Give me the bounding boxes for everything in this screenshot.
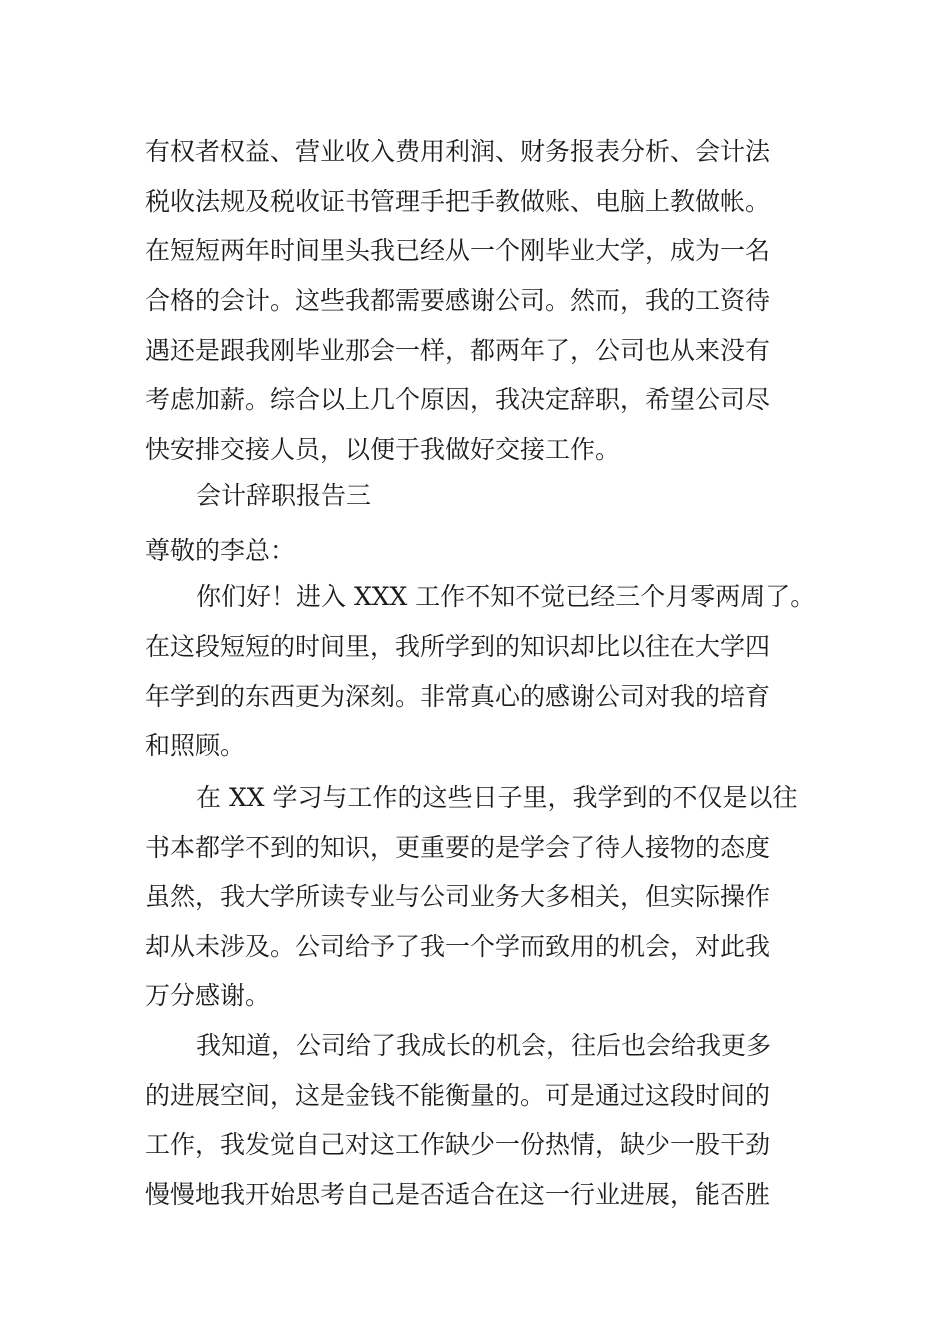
text-line: 慢慢地我开始思考自己是否适合在这一行业进展，能否胜: [145, 1180, 771, 1209]
text-line: 你们好！进入 XXX 工作不知不觉已经三个月零两周了。: [196, 582, 816, 611]
text-line: 有权者权益、营业收入费用利润、财务报表分析、会计法: [145, 137, 771, 166]
text-line: 在这段短短的时间里，我所学到的知识却比以往在大学四: [145, 632, 771, 661]
text-line: 书本都学不到的知识，更重要的是学会了待人接物的态度: [145, 833, 771, 862]
text-line: 遇还是跟我刚毕业那会一样，都两年了，公司也从来没有: [145, 336, 771, 365]
text-line: 万分感谢。: [145, 981, 271, 1010]
text-line: 我知道，公司给了我成长的机会，往后也会给我更多: [196, 1031, 772, 1060]
salutation: 尊敬的李总：: [145, 536, 296, 565]
text-line: 快安排交接人员，以便于我做好交接工作。: [145, 435, 621, 464]
text-line: 和照顾。: [145, 731, 246, 760]
text-line: 虽然，我大学所读专业与公司业务大多相关，但实际操作: [145, 882, 771, 911]
section-heading: 会计辞职报告三: [196, 481, 372, 510]
text-line: 考虑加薪。综合以上几个原因，我决定辞职，希望公司尽: [145, 385, 771, 414]
text-line: 却从未涉及。公司给予了我一个学而致用的机会，对此我: [145, 932, 771, 961]
text-line: 在短短两年时间里头我已经从一个刚毕业大学，成为一名: [145, 236, 771, 265]
text-line: 的进展空间，这是金钱不能衡量的。可是通过这段时间的: [145, 1081, 771, 1110]
text-line: 税收法规及税收证书管理手把手教做账、电脑上教做帐。: [145, 187, 771, 216]
text-line: 合格的会计。这些我都需要感谢公司。然而，我的工资待: [145, 286, 771, 315]
text-line: 年学到的东西更为深刻。非常真心的感谢公司对我的培育: [145, 682, 771, 711]
text-line: 在 XX 学习与工作的这些日子里，我学到的不仅是以往: [196, 783, 798, 812]
text-line: 工作，我发觉自己对这工作缺少一份热情，缺少一股干劲: [145, 1130, 771, 1159]
